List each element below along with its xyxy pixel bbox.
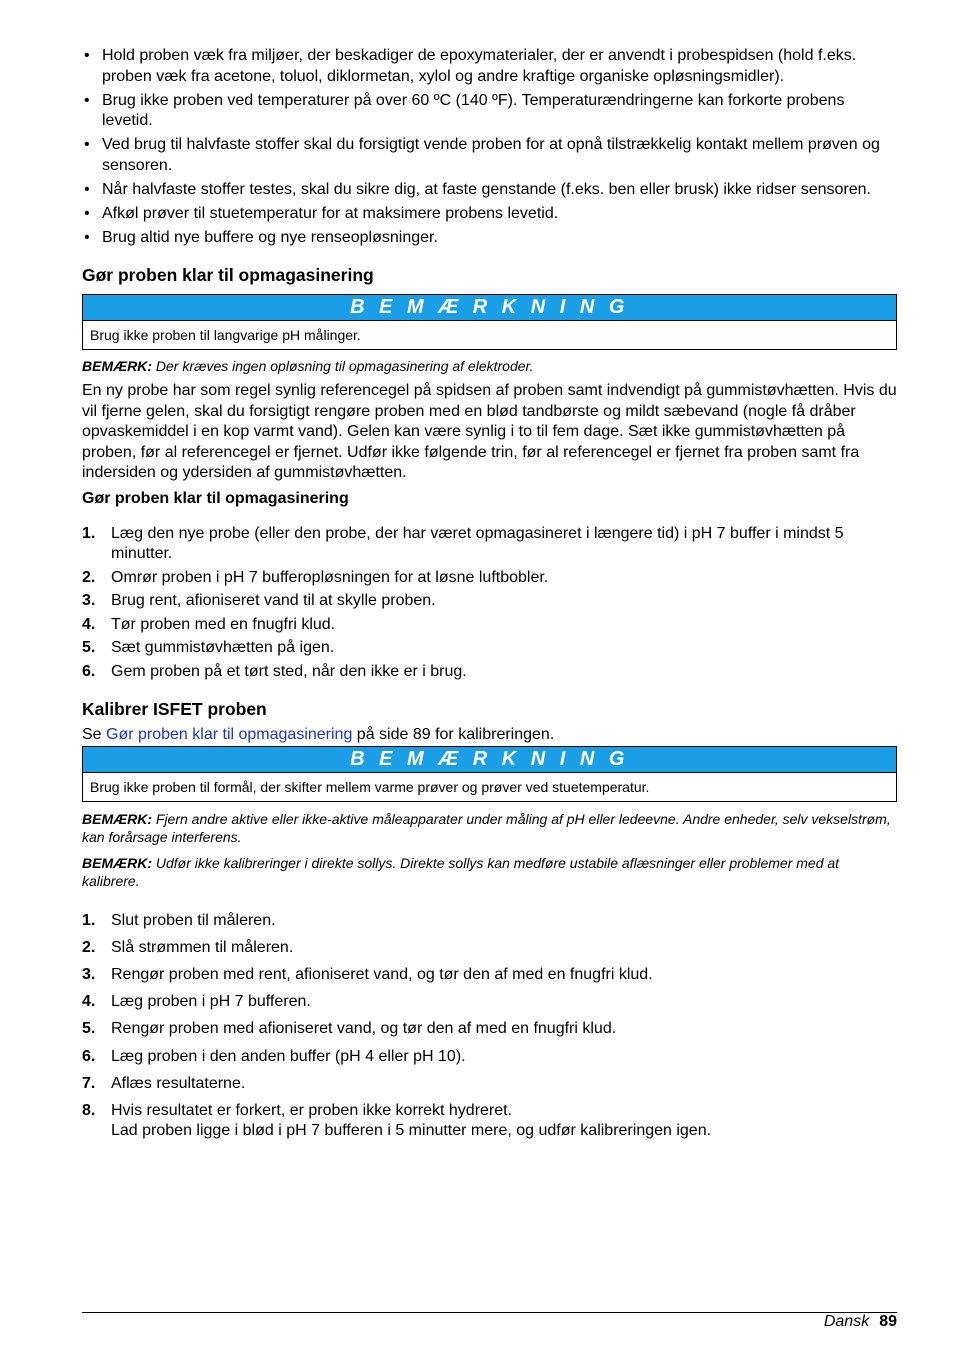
step-text: Tør proben med en fnugfri klud.	[111, 615, 336, 633]
notice-text: Brug ikke proben til langvarige pH målinger.	[90, 327, 361, 343]
step-text-continued: Lad proben ligge i blød i pH 7 bufferen i 5 minutter mere, og udfør kalibreringen igen.	[111, 1122, 712, 1140]
step-text: Sæt gummistøvhætten på igen.	[111, 639, 335, 657]
step-item	[82, 524, 897, 565]
list-item: • Ved brug til halvfaste stoffer skal du forsigtigt vende proben for at opnå tilstrækkelig kontakt mellem prøven og sensoren.	[82, 135, 897, 176]
list-item: • Afkøl prøver til stuetemperatur for at maksimere probens levetid.	[82, 204, 897, 225]
reference-line	[82, 725, 897, 746]
precautions-list	[82, 46, 897, 248]
step-text: Aflæs resultaterne.	[111, 1074, 246, 1092]
step-text: Gem proben på et tørt sted, når den ikke er i brug.	[111, 662, 467, 680]
note	[82, 357, 897, 375]
list-item: • Brug ikke proben ved temperaturer på over 60 ºC (140 ºF). Temperaturændringerne kan forkorte probens levetid.	[82, 91, 897, 132]
step-number: 5.	[82, 639, 96, 657]
step-item	[82, 1019, 897, 1040]
storage-steps	[82, 524, 897, 683]
note-label: BEMÆRK:	[82, 811, 152, 828]
step-text: Læg proben i pH 7 bufferen.	[111, 993, 311, 1011]
footer-language: Dansk	[823, 1313, 870, 1330]
step-number: 7.	[82, 1074, 96, 1092]
step-item	[82, 638, 897, 659]
ref-suffix: på side 89 for kalibreringen.	[352, 726, 555, 744]
step-item	[82, 1074, 897, 1095]
note	[82, 810, 897, 846]
step-number: 3.	[82, 592, 96, 610]
calibration-steps	[82, 911, 897, 1142]
notice-heading: B E M Æ R K N I N G	[83, 295, 896, 321]
list-item: • Hold proben væk fra miljøer, der beskadiger de epoxymaterialer, der er anvendt i probespidsen (hold f.eks. proben væk fra acetone, toluol, diklormetan, xylol og andre kraftige organiske opløsningsmidler).	[82, 46, 897, 87]
step-number: 4.	[82, 615, 96, 633]
page-footer	[824, 1312, 897, 1332]
note-text: Udfør ikke kalibreringer i direkte sollys. Direkte sollys kan medføre ustabile aflæsninger eller problemer med at kalibrere.	[82, 855, 840, 890]
list-item: • Brug altid nye buffere og nye renseopløsninger.	[82, 228, 897, 249]
step-item	[82, 965, 897, 986]
note	[82, 854, 897, 890]
step-number: 3.	[82, 966, 96, 984]
step-item	[82, 568, 897, 589]
step-number: 4.	[82, 993, 96, 1011]
notice-heading: B E M Æ R K N I N G	[83, 747, 896, 773]
step-number: 6.	[82, 1047, 96, 1065]
step-text: Læg proben i den anden buffer (pH 4 eller pH 10).	[111, 1047, 466, 1065]
page-content	[82, 46, 897, 1142]
step-number: 1.	[82, 524, 96, 542]
step-text: Rengør proben med rent, afioniseret vand, og tør den af med en fnugfri klud.	[111, 966, 653, 984]
ref-prefix: Se	[82, 726, 107, 744]
cross-reference-link[interactable]: Gør proben klar til opmagasinering	[106, 726, 353, 744]
step-item	[82, 1047, 897, 1068]
step-number: 5.	[82, 1020, 96, 1038]
step-number: 2.	[82, 568, 96, 586]
notice-box	[82, 294, 897, 350]
notice-box	[82, 746, 897, 802]
step-number: 2.	[82, 939, 96, 957]
step-text: Læg den nye probe (eller den probe, der har været opmagasineret i længere tid) i pH 7 buffer i mindst 5 minutter.	[111, 524, 844, 563]
list-item: • Når halvfaste stoffer testes, skal du sikre dig, at faste genstande (f.eks. ben eller brusk) ikke ridser sensoren.	[82, 180, 897, 201]
note-text: Fjern andre aktive eller ikke-aktive måleapparater under måling af pH eller ledeevne. Andre enheder, selv vekselstrøm, kan forårsage interferens.	[82, 811, 891, 846]
body-paragraph: En ny probe har som regel synlig referencegel på spidsen af proben samt indvendigt på gummistøvhætten. Hvis du vil fjerne gelen, skal du forsigtigt rengøre proben med en blød tandbørste og mildt sæbevand (nogle få dråber opvaskemiddel i en kop varmt vand). Gelen kan være synlig i to til fem dage. Sæt ikke gummistøvhætten på proben, før al referencegel er fjernet. Udfør ikke følgende trin, før al referencegel er fjernet fra proben samt fra indersiden og ydersiden af gummistøvhætten.	[82, 382, 897, 482]
step-text: Brug rent, afioniseret vand til at skylle proben.	[111, 592, 436, 610]
step-text: Rengør proben med afioniseret vand, og tør den af med en fnugfri klud.	[111, 1020, 617, 1038]
step-item	[82, 591, 897, 612]
step-text: Slut proben til måleren.	[111, 912, 276, 930]
step-item	[82, 662, 897, 683]
section-heading-storage: Gør proben klar til opmagasinering	[82, 265, 374, 285]
step-number: 1.	[82, 912, 96, 930]
step-item	[82, 992, 897, 1013]
note-label: BEMÆRK:	[82, 855, 152, 872]
note-text: Der kræves ingen opløsning til opmagasinering af elektroder.	[152, 358, 534, 374]
step-item	[82, 938, 897, 959]
notice-text: Brug ikke proben til formål, der skifter mellem varme prøver og prøver ved stuetemperatur.	[90, 779, 650, 796]
procedure-title: Gør proben klar til opmagasinering	[82, 489, 349, 507]
step-item	[82, 1101, 897, 1142]
note-label: BEMÆRK:	[82, 358, 152, 374]
step-number: 8.	[82, 1101, 96, 1119]
page-number: 89	[879, 1313, 897, 1330]
step-item	[82, 615, 897, 636]
step-text: Slå strømmen til måleren.	[111, 939, 294, 957]
step-number: 6.	[82, 662, 96, 680]
step-text: Omrør proben i pH 7 bufferopløsningen for at løsne luftbobler.	[111, 568, 549, 586]
section-heading-calibration: Kalibrer ISFET proben	[82, 699, 267, 720]
step-text: Hvis resultatet er forkert, er proben ikke korrekt hydreret.	[111, 1101, 513, 1119]
footer-rule	[82, 1312, 897, 1313]
step-item	[82, 911, 897, 932]
